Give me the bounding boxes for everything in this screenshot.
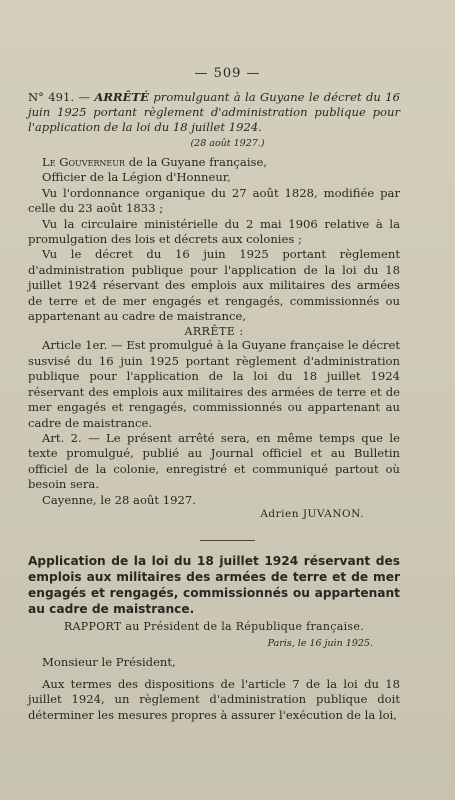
rapport-date: Paris, le 16 juin 1925. [267,638,373,649]
page-number: — 509 — [194,66,261,81]
arrete-heading [28,90,400,135]
arrete-number: N° 491. — [28,90,91,104]
vu-paragraph-2: Vu la circulaire ministérielle du 2 mai 1906 relative à la promulgation des lois et décrets aux colonies ; [28,216,400,247]
place-date: Cayenne, le 28 août 1927. [42,492,196,507]
vu-paragraph-3: Vu le décret du 16 juin 1925 portant règlement d'administration publique pour l'application de la loi du 18 juillet 1924 réservant des emplois aux militaires des armées de terre et de mer engagés et rengagés, commissionnés ou appartenant au cadre de maistrance, [28,247,400,324]
officier-line: Officier de la Légion d'Honneur, [42,170,231,185]
rapport-heading: RAPPORT au Président de la République française. [63,620,364,633]
section-divider [200,540,255,541]
gouverneur-title: Le Gouverneur [42,155,126,169]
arrete-date: (28 août 1927.) [190,138,265,149]
rapport-paragraph: Aux termes des dispositions de l'article 7 de la loi du 18 juillet 1924, un règlement d'administration publique doit déterminer les mesures propres à assurer l'exécution de la loi, [28,677,400,722]
salutation: Monsieur le Président, [42,655,176,669]
article-2: Art. 2. — Le présent arrêté sera, en même temps que le texte promulgué, publié au Journal officiel et au Bulletin officiel de la colonie, enregistré et communiqué partout où besoin sera. [28,430,400,492]
vu-paragraph-1: Vu l'ordonnance organique du 27 août 1828, modifiée par celle du 23 août 1833 ; [28,185,400,216]
article-1-label: Article 1er. [42,338,108,353]
arrete-title: promulguant à la Guyane le décret du 16 juin 1925 portant règlement d'administration publique pour l'application de la loi du 18 juillet 1924. [28,90,400,134]
arrete-label: ARRÊTE : [184,325,244,339]
signature: Adrien JUVANON. [260,507,364,520]
arrete-title-bold: ARRÊTÉ [94,90,149,104]
article-1-text: — Est promulgué à la Guyane française le décret susvisé du 16 juin 1925 portant règlement d'administration publique pour l'application de la loi du 18 juillet 1924 réservant des emplois aux militaires des armées de terre et de mer engagés et rengagés, commissionnés ou appartenant au cadre de maistrance. [28,338,400,430]
gouverneur-rest: de la Guyane française, [128,155,268,169]
article-1 [28,338,400,430]
arrete-body [28,155,400,520]
gouverneur-line [28,155,400,170]
section-title: Application de la loi du 18 juillet 1924 réservant des emplois aux militaires des armées de terre et de mer engagés et rengagés, commissionnés ou appartenant au cadre de maistrance. [28,554,400,616]
